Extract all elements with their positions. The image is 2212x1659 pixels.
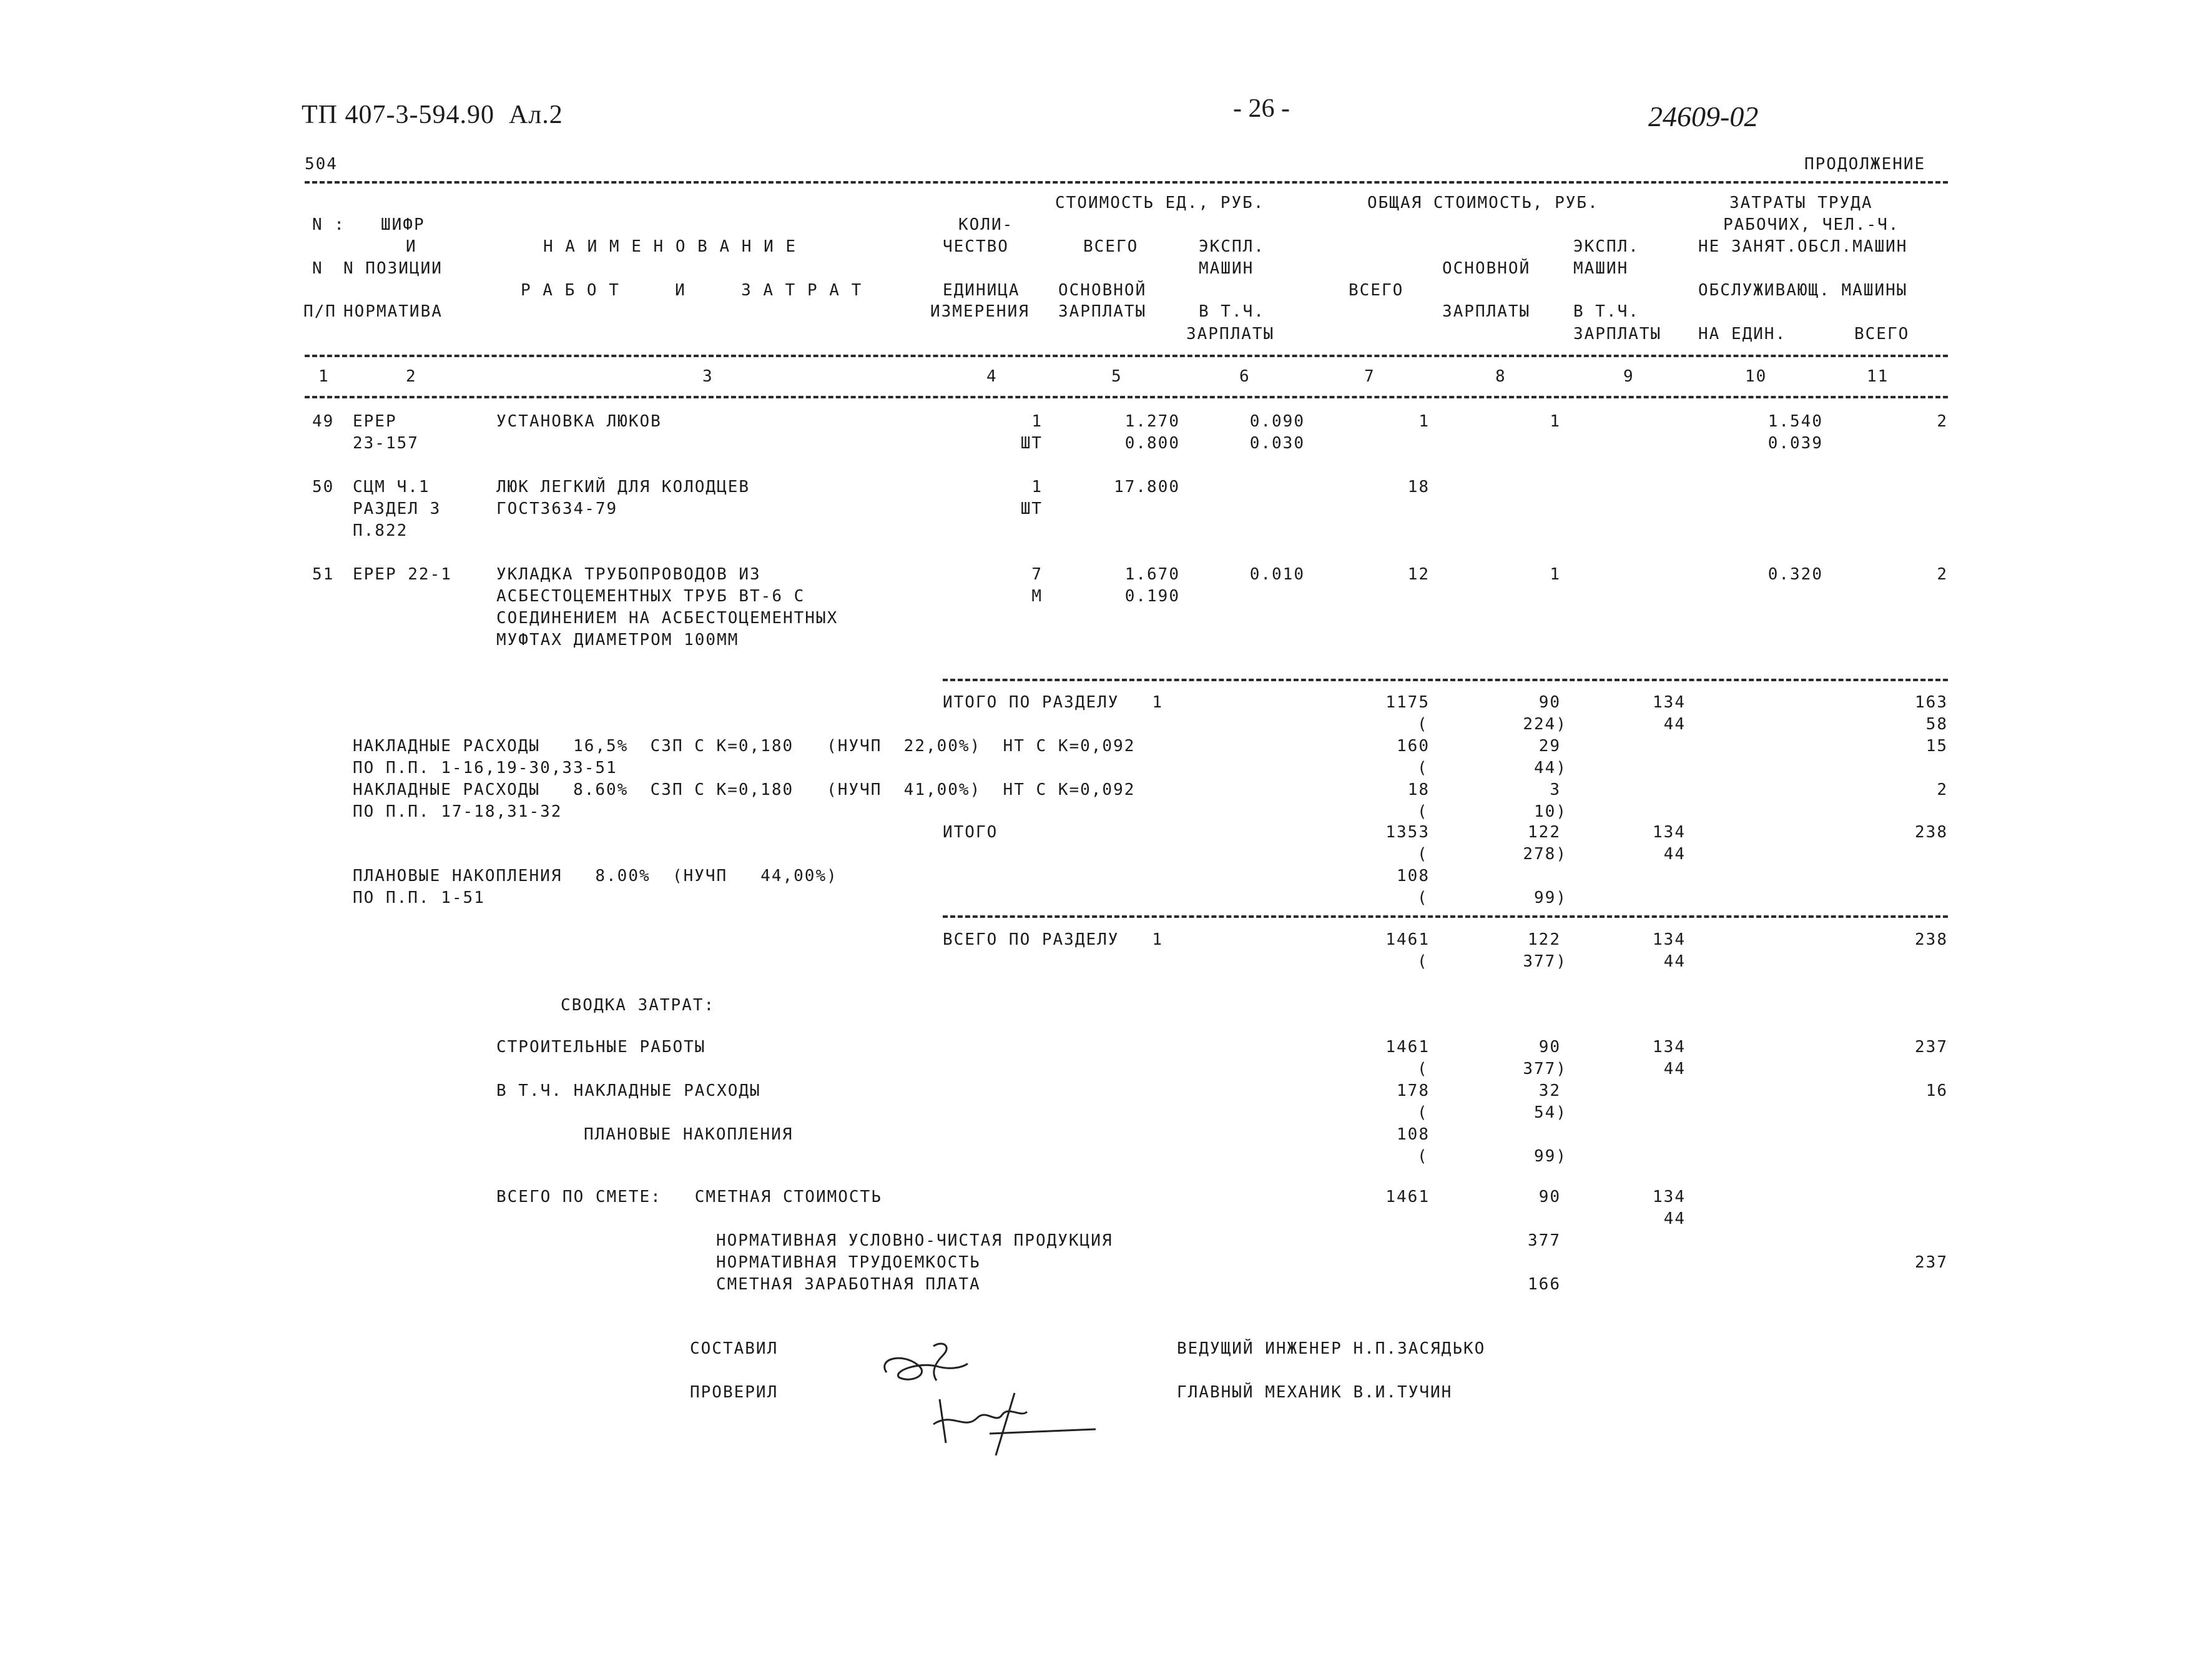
hdr-c6-2: МАШИН: [1199, 259, 1254, 278]
header-rule: [305, 355, 1948, 357]
row-name: АСБЕСТОЦЕМЕНТНЫХ ТРУБ ВТ-6 С: [496, 587, 805, 606]
hdr-labor-4: ОБСЛУЖИВАЮЩ. МАШИНЫ: [1698, 281, 1908, 300]
row-unit: ШТ: [1020, 500, 1043, 518]
compiled-by-label: СОСТАВИЛ: [690, 1339, 779, 1358]
compiler-name: ВЕДУЩИЙ ИНЖЕНЕР Н.П.ЗАСЯДЬКО: [1177, 1339, 1486, 1358]
hdr-c9-2: МАШИН: [1573, 259, 1629, 278]
construction-label: СТРОИТЕЛЬНЫЕ РАБОТЫ: [496, 1038, 706, 1056]
hdr-c5-2: ОСНОВНОЙ: [1058, 281, 1147, 300]
subtotal-c8b: 278): [1523, 845, 1567, 864]
row-c8: 1: [1550, 565, 1561, 584]
row-name: СОЕДИНЕНИЕМ НА АСБЕСТОЦЕМЕНТНЫХ: [496, 609, 838, 628]
total-label: ИТОГО ПО РАЗДЕЛУ 1: [943, 693, 1164, 712]
row-code: ЕРЕР: [353, 412, 397, 431]
page-number: - 26 -: [1233, 94, 1290, 123]
hdr-labor-1: ЗАТРАТЫ ТРУДА: [1729, 194, 1873, 212]
grand-c11: 238: [1915, 930, 1948, 949]
row-c6: 0.090: [1249, 412, 1305, 431]
paren-open: (: [1417, 1060, 1428, 1078]
paren-open: (: [1417, 1103, 1428, 1122]
column-numbers-rule: [305, 396, 1948, 398]
total-c7: 1175: [1385, 693, 1430, 712]
row-number: 51: [312, 565, 335, 584]
planned-label: ПЛАНОВЫЕ НАКОПЛЕНИЯ 8.00% (НУЧП 44,00%): [353, 867, 838, 885]
row-code: РАЗДЕЛ 3: [353, 500, 441, 518]
construction-c9b: 44: [1663, 1060, 1686, 1078]
planned-c8b: 99): [1534, 889, 1567, 907]
grand-c8b: 377): [1523, 952, 1567, 971]
subtotal-c11: 238: [1915, 823, 1948, 842]
continuation-label: ПРОДОЛЖЕНИЕ: [1804, 155, 1926, 174]
overhead-c8: 3: [1550, 780, 1561, 799]
row-c10: 1.540: [1767, 412, 1823, 431]
hdr-c8-1: ОСНОВНОЙ: [1442, 259, 1531, 278]
incl-overheads-c8: 32: [1538, 1081, 1561, 1100]
construction-c8: 90: [1538, 1038, 1561, 1056]
row-c7: 12: [1407, 565, 1430, 584]
grand-label: ВСЕГО ПО РАЗДЕЛУ 1: [943, 930, 1164, 949]
paren-open: (: [1417, 715, 1428, 734]
subtotal-label: ИТОГО: [943, 823, 998, 842]
estimate-total-c9: 134: [1653, 1188, 1686, 1206]
overhead-c11: 2: [1937, 780, 1948, 799]
grand-c8: 122: [1528, 930, 1561, 949]
row-name: УСТАНОВКА ЛЮКОВ: [496, 412, 662, 431]
colnum: 10: [1745, 367, 1767, 386]
hdr-qty-3: ЕДИНИЦА: [943, 281, 1020, 300]
incl-overheads-c8b: 54): [1534, 1103, 1567, 1122]
colnum: 8: [1495, 367, 1507, 386]
row-number: 49: [312, 412, 335, 431]
colnum: 1: [318, 367, 330, 386]
total-c11: 163: [1915, 693, 1948, 712]
hdr-c6-4: ЗАРПЛАТЫ: [1186, 325, 1275, 343]
overhead-c8b: 10): [1534, 802, 1567, 821]
hdr-c9-1: ЭКСПЛ.: [1573, 237, 1639, 256]
row-c5: 0.800: [1124, 434, 1180, 453]
subtotal-c9: 134: [1653, 823, 1686, 842]
estimate-total-label: ВСЕГО ПО СМЕТЕ: СМЕТНАЯ СТОИМОСТЬ: [496, 1188, 882, 1206]
overhead-c7: 18: [1407, 780, 1430, 799]
row-unit: М: [1031, 587, 1043, 606]
row-quantity: 7: [1031, 565, 1043, 584]
overhead-c11: 15: [1925, 737, 1948, 756]
colnum: 9: [1623, 367, 1634, 386]
grand-c9b: 44: [1663, 952, 1686, 971]
hdr-name-1: Н А И М Е Н О В А Н И Е: [543, 237, 797, 256]
total-c8: 90: [1538, 693, 1561, 712]
planned-accum-c8b: 99): [1534, 1147, 1567, 1166]
wage-value: 166: [1528, 1275, 1561, 1294]
row-name: УКЛАДКА ТРУБОПРОВОДОВ ИЗ: [496, 565, 761, 584]
total-c11b: 58: [1925, 715, 1948, 734]
hdr-c7: ВСЕГО: [1349, 281, 1404, 300]
row-c7: 1: [1418, 412, 1430, 431]
hdr-code-3: N ПОЗИЦИИ: [343, 259, 443, 278]
incl-overheads-label: В Т.Ч. НАКЛАДНЫЕ РАСХОДЫ: [496, 1081, 761, 1100]
overhead-c8b: 44): [1534, 759, 1567, 777]
norm-labor-label: НОРМАТИВНАЯ ТРУДОЕМКОСТЬ: [716, 1253, 981, 1272]
incl-overheads-c11: 16: [1925, 1081, 1948, 1100]
checked-by-label: ПРОВЕРИЛ: [690, 1383, 779, 1402]
planned-c7: 108: [1397, 867, 1430, 885]
summary-heading: СВОДКА ЗАТРАТ:: [561, 996, 715, 1015]
hdr-name-2: Р А Б О Т И З А Т Р А Т: [521, 281, 863, 300]
overhead-c7: 160: [1397, 737, 1430, 756]
hdr-code-2: И: [406, 237, 417, 256]
grand-rule: [943, 915, 1948, 918]
row-name: МУФТАХ ДИАМЕТРОМ 100ММ: [496, 631, 739, 649]
norm-product-value: 377: [1528, 1231, 1561, 1250]
incl-overheads-c7: 178: [1397, 1081, 1430, 1100]
paren-open: (: [1417, 952, 1428, 971]
row-c5: 17.800: [1114, 478, 1180, 496]
row-code: П.822: [353, 521, 408, 540]
construction-c8b: 377): [1523, 1060, 1567, 1078]
colnum: 6: [1239, 367, 1251, 386]
row-unit: ШТ: [1020, 434, 1043, 453]
paren-open: (: [1417, 845, 1428, 864]
planned-accum-c7: 108: [1397, 1125, 1430, 1144]
document-number: ТП 407-3-594.90 Ал.2: [302, 101, 563, 129]
hdr-labor-2: РАБОЧИХ, ЧЕЛ.-Ч.: [1723, 215, 1900, 234]
totals-rule: [943, 679, 1948, 681]
checker-name: ГЛАВНЫЙ МЕХАНИК В.И.ТУЧИН: [1177, 1383, 1453, 1402]
hdr-qty-4: ИЗМЕРЕНИЯ: [930, 302, 1030, 321]
hdr-c11: ВСЕГО: [1854, 325, 1910, 343]
row-c6: 0.030: [1249, 434, 1305, 453]
row-c11: 2: [1937, 412, 1948, 431]
estimate-total-c9b: 44: [1663, 1209, 1686, 1228]
planned-accum-label: ПЛАНОВЫЕ НАКОПЛЕНИЯ: [584, 1125, 794, 1144]
hdr-unit-cost-group: СТОИМОСТЬ ЕД., РУБ.: [1055, 194, 1265, 212]
grand-c7: 1461: [1385, 930, 1430, 949]
paren-open: (: [1417, 889, 1428, 907]
norm-product-label: НОРМАТИВНАЯ УСЛОВНО-ЧИСТАЯ ПРОДУКЦИЯ: [716, 1231, 1113, 1250]
hdr-labor-3: НЕ ЗАНЯТ.ОБСЛ.МАШИН: [1698, 237, 1908, 256]
construction-c11: 237: [1915, 1038, 1948, 1056]
norm-labor-value: 237: [1915, 1253, 1948, 1272]
colnum: 2: [406, 367, 417, 386]
colnum: 4: [986, 367, 998, 386]
hdr-total-cost-group: ОБЩАЯ СТОИМОСТЬ, РУБ.: [1367, 194, 1599, 212]
subtotal-c8: 122: [1528, 823, 1561, 842]
hdr-col1-n: N :: [312, 215, 345, 234]
paren-open: (: [1417, 759, 1428, 777]
hdr-col1-pp: П/П: [303, 302, 337, 321]
total-c9b: 44: [1663, 715, 1686, 734]
construction-c7: 1461: [1385, 1038, 1430, 1056]
row-code: СЦМ Ч.1: [353, 478, 430, 496]
overhead-label: НАКЛАДНЫЕ РАСХОДЫ 16,5% СЗП С К=0,180 (НУЧП 22,00%) НТ С К=0,092: [353, 737, 1136, 756]
row-name: ЛЮК ЛЕГКИЙ ДЛЯ КОЛОДЦЕВ: [496, 478, 750, 496]
overhead-c8: 29: [1538, 737, 1561, 756]
checker-signature: [927, 1364, 1102, 1484]
row-c7: 18: [1407, 478, 1430, 496]
paren-open: (: [1417, 802, 1428, 821]
overhead-range: ПО П.П. 1-16,19-30,33-51: [353, 759, 617, 777]
row-number: 50: [312, 478, 335, 496]
row-name: ГОСТ3634-79: [496, 500, 618, 518]
sheet-number: 504: [305, 155, 338, 174]
grand-c9: 134: [1653, 930, 1686, 949]
colnum: 11: [1867, 367, 1889, 386]
hdr-c9-4: ЗАРПЛАТЫ: [1573, 325, 1662, 343]
hdr-c6-1: ЭКСПЛ.: [1199, 237, 1265, 256]
hdr-c5-3: ЗАРПЛАТЫ: [1058, 302, 1147, 321]
hdr-c8-2: ЗАРПЛАТЫ: [1442, 302, 1531, 321]
hdr-col1-n2: N: [312, 259, 323, 278]
row-c8: 1: [1550, 412, 1561, 431]
row-c5: 0.190: [1124, 587, 1180, 606]
hdr-code-4: НОРМАТИВА: [343, 302, 443, 321]
document-code: 24609-02: [1648, 101, 1759, 132]
planned-range: ПО П.П. 1-51: [353, 889, 485, 907]
row-code: ЕРЕР 22-1: [353, 565, 452, 584]
hdr-c10: НА ЕДИН.: [1698, 325, 1787, 343]
hdr-c6-3: В Т.Ч.: [1199, 302, 1265, 321]
subtotal-c9b: 44: [1663, 845, 1686, 864]
row-c5: 1.270: [1124, 412, 1180, 431]
row-quantity: 1: [1031, 478, 1043, 496]
hdr-code-1: ШИФР: [381, 215, 425, 234]
row-c10: 0.039: [1767, 434, 1823, 453]
row-c6: 0.010: [1249, 565, 1305, 584]
colnum: 5: [1111, 367, 1123, 386]
wage-label: СМЕТНАЯ ЗАРАБОТНАЯ ПЛАТА: [716, 1275, 981, 1294]
table-top-rule: [305, 181, 1948, 184]
overhead-label: НАКЛАДНЫЕ РАСХОДЫ 8.60% СЗП С К=0,180 (НУЧП 41,00%) НТ С К=0,092: [353, 780, 1136, 799]
colnum: 3: [702, 367, 714, 386]
hdr-c5-1: ВСЕГО: [1083, 237, 1139, 256]
row-code: 23-157: [353, 434, 419, 453]
total-c8b: 224): [1523, 715, 1567, 734]
hdr-qty-2: ЧЕСТВО: [943, 237, 1009, 256]
row-c5: 1.670: [1124, 565, 1180, 584]
hdr-qty-1: КОЛИ-: [958, 215, 1014, 234]
paren-open: (: [1417, 1147, 1428, 1166]
hdr-c9-3: В Т.Ч.: [1573, 302, 1639, 321]
overhead-range: ПО П.П. 17-18,31-32: [353, 802, 563, 821]
construction-c9: 134: [1653, 1038, 1686, 1056]
estimate-total-c7: 1461: [1385, 1188, 1430, 1206]
estimate-total-c8: 90: [1538, 1188, 1561, 1206]
subtotal-c7: 1353: [1385, 823, 1430, 842]
colnum: 7: [1364, 367, 1375, 386]
row-c10: 0.320: [1767, 565, 1823, 584]
row-quantity: 1: [1031, 412, 1043, 431]
row-c11: 2: [1937, 565, 1948, 584]
total-c9: 134: [1653, 693, 1686, 712]
